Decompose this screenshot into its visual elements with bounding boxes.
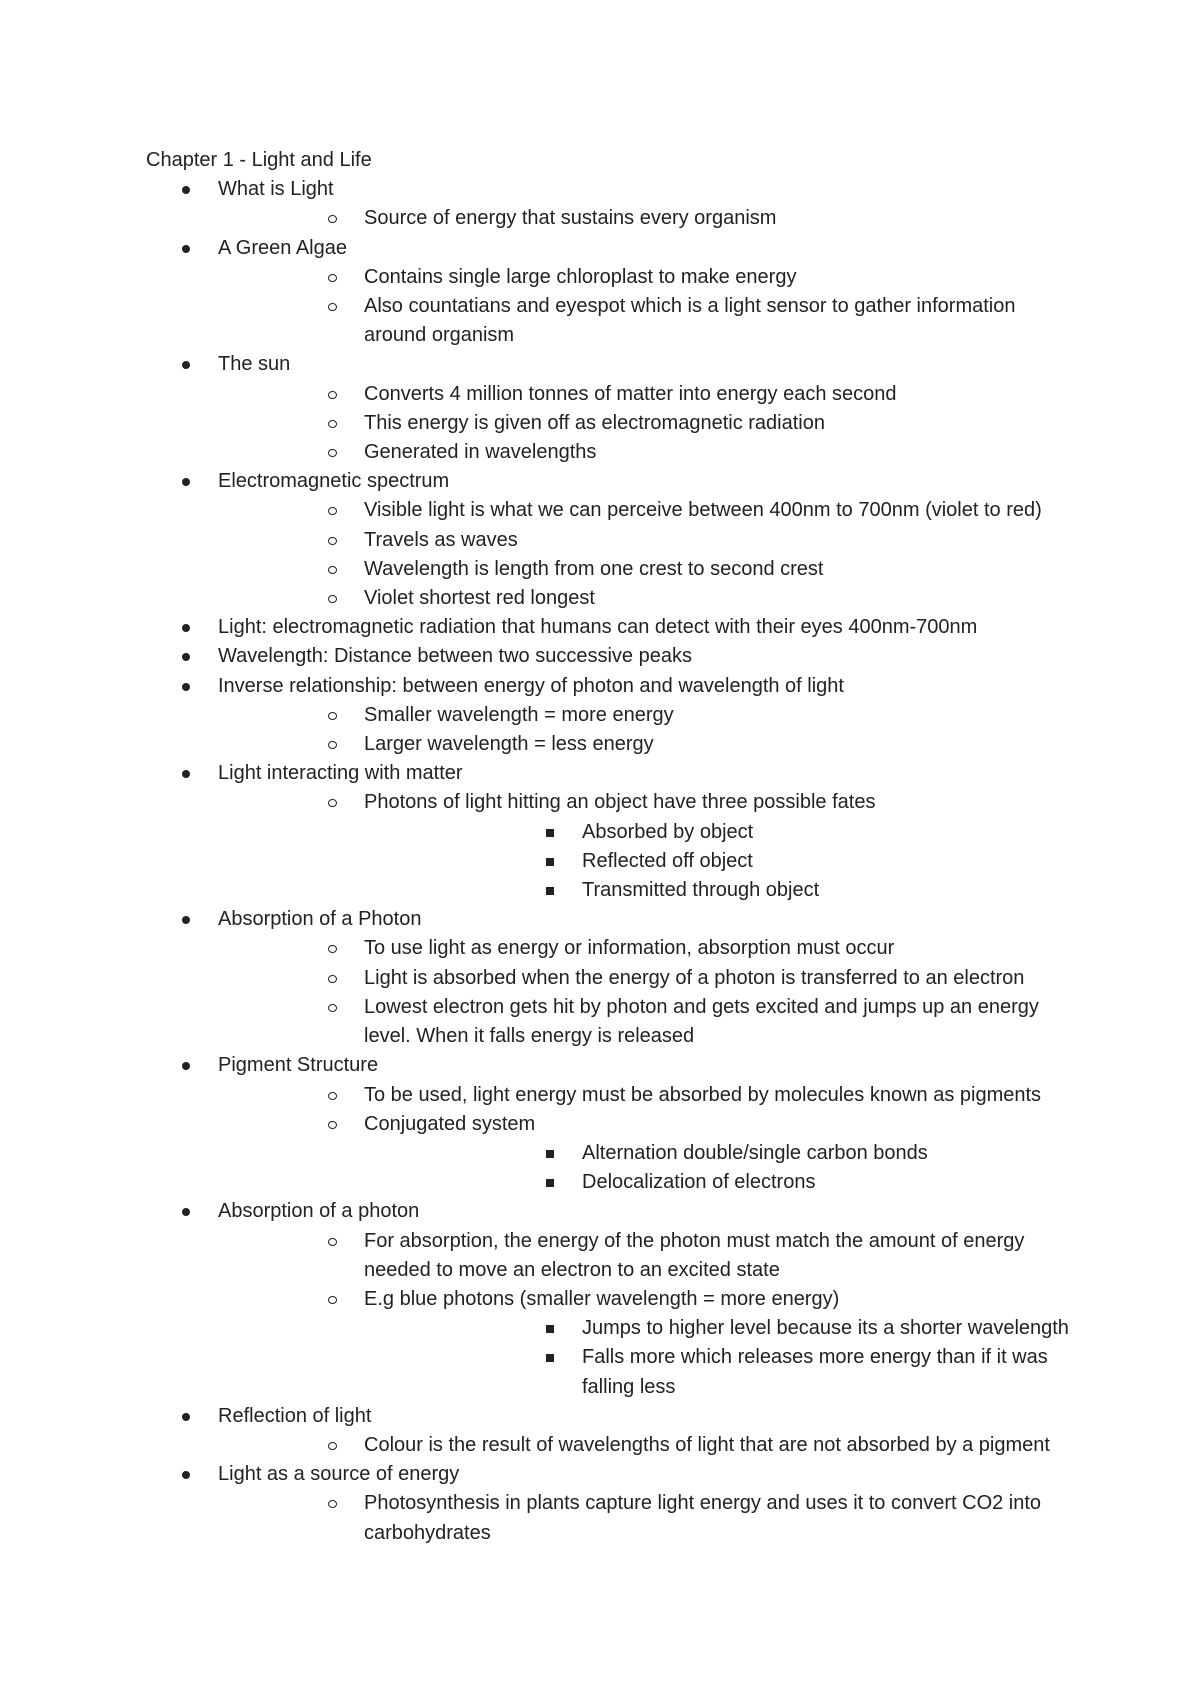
outline-sublist xyxy=(218,263,1076,351)
bullet-circle-icon xyxy=(328,993,348,1022)
outline-item-level-3 xyxy=(364,818,1076,847)
outline-item-text: Electromagnetic spectrum xyxy=(218,470,450,493)
outline-item-text: Photosynthesis in plants capture light energy and uses it to convert CO2 into carbohydrates xyxy=(364,1492,1042,1544)
outline-item-text: To be used, light energy must be absorbed by molecules known as pigments xyxy=(364,1083,1042,1106)
outline-item-level-1 xyxy=(146,905,1076,1051)
outline-item-text: Conjugated system xyxy=(364,1112,536,1135)
outline-item-level-1 xyxy=(146,175,1076,233)
outline-item-level-2 xyxy=(218,1227,1076,1285)
outline-item-level-3 xyxy=(364,1343,1076,1401)
outline-item-level-1 xyxy=(146,467,1076,613)
outline-item-level-2 xyxy=(218,555,1076,584)
outline-item-text: This energy is given off as electromagnetic radiation xyxy=(364,411,825,434)
outline-sublist xyxy=(218,1081,1076,1198)
outline-item-text: Lowest electron gets hit by photon and gets excited and jumps up an energy level. When it falls energy is released xyxy=(364,995,1039,1048)
outline-item-level-2 xyxy=(218,1431,1076,1460)
outline-sublist xyxy=(218,380,1076,468)
chapter-title: Chapter 1 - Light and Life xyxy=(146,149,372,171)
outline-item-level-2 xyxy=(218,584,1076,613)
outline-item-text: The sun xyxy=(218,353,291,376)
outline-item-level-2 xyxy=(218,292,1076,350)
outline-item-level-3 xyxy=(364,847,1076,876)
outline-item-level-2 xyxy=(218,380,1076,409)
bullet-circle-icon xyxy=(328,788,348,817)
outline-sublist xyxy=(218,701,1076,759)
outline-item-level-2 xyxy=(218,964,1076,993)
outline-item-text: Visible light is what we can perceive between 400nm to 700nm (violet to red) xyxy=(364,499,1042,522)
outline-item-text: Light: electromagnetic radiation that humans can detect with their eyes 400nm-700nm xyxy=(218,616,978,639)
outline-item-text: To use light as energy or information, absorption must occur xyxy=(364,937,895,960)
outline-item-text: Contains single large chloroplast to make energy xyxy=(364,265,797,288)
bullet-circle-icon xyxy=(328,730,348,759)
outline-item-text: Jumps to higher level because its a shorter wavelength xyxy=(582,1317,1069,1340)
bullet-circle-icon xyxy=(328,1431,348,1460)
bullet-disc-icon xyxy=(182,759,202,788)
outline-item-text: E.g blue photons (smaller wavelength = more energy) xyxy=(364,1287,840,1310)
outline-item-text: Travels as waves xyxy=(364,528,518,551)
outline-item-text: For absorption, the energy of the photon must match the amount of energy needed to move an electron to an excited state xyxy=(364,1229,1025,1281)
outline-item-text: Source of energy that sustains every organism xyxy=(364,207,777,230)
outline-item-text: Absorption of a photon xyxy=(218,1200,420,1223)
outline-item-text: Falls more which releases more energy than if it was falling less xyxy=(582,1346,1048,1398)
document-page xyxy=(146,146,1076,1548)
bullet-square-icon xyxy=(546,1314,566,1343)
outline-item-text: Smaller wavelength = more energy xyxy=(364,703,674,726)
outline-sublist xyxy=(218,1431,1076,1460)
bullet-circle-icon xyxy=(328,1110,348,1139)
bullet-square-icon xyxy=(546,1139,566,1168)
bullet-disc-icon xyxy=(182,613,202,642)
outline-item-text: Wavelength: Distance between two successive peaks xyxy=(218,645,692,668)
bullet-square-icon xyxy=(546,876,566,905)
outline-item-level-2 xyxy=(218,409,1076,438)
bullet-disc-icon xyxy=(182,642,202,671)
bullet-circle-icon xyxy=(328,555,348,584)
outline-item-level-2 xyxy=(218,1489,1076,1547)
outline-sublist xyxy=(218,1489,1076,1547)
bullet-circle-icon xyxy=(328,1285,348,1314)
outline-item-text: Generated in wavelengths xyxy=(364,441,597,464)
outline-item-level-1 xyxy=(146,759,1076,905)
outline-item-text: Reflection of light xyxy=(218,1404,372,1427)
bullet-circle-icon xyxy=(328,292,348,321)
bullet-circle-icon xyxy=(328,1227,348,1256)
outline-item-text: Light is absorbed when the energy of a photon is transferred to an electron xyxy=(364,966,1025,989)
bullet-circle-icon xyxy=(328,701,348,730)
outline-item-text: Converts 4 million tonnes of matter into energy each second xyxy=(364,382,897,405)
outline-sublist xyxy=(218,934,1076,1051)
bullet-disc-icon xyxy=(182,1197,202,1226)
bullet-square-icon xyxy=(546,818,566,847)
outline-item-level-3 xyxy=(364,876,1076,905)
outline-item-level-2 xyxy=(218,263,1076,292)
outline-item-level-2 xyxy=(218,730,1076,759)
bullet-disc-icon xyxy=(182,1460,202,1489)
outline-sublist xyxy=(364,1139,1076,1197)
outline-item-text: Light interacting with matter xyxy=(218,762,463,785)
outline-item-text: Transmitted through object xyxy=(582,879,820,902)
bullet-disc-icon xyxy=(182,1051,202,1080)
bullet-disc-icon xyxy=(182,175,202,204)
bullet-circle-icon xyxy=(328,409,348,438)
outline-item-level-1 xyxy=(146,613,1076,642)
outline-item-level-1 xyxy=(146,642,1076,671)
outline-item-level-2 xyxy=(218,934,1076,963)
bullet-square-icon xyxy=(546,847,566,876)
outline-item-text: Alternation double/single carbon bonds xyxy=(582,1141,928,1164)
outline-item-level-2 xyxy=(218,1081,1076,1110)
bullet-square-icon xyxy=(546,1343,566,1372)
outline-item-level-2 xyxy=(218,496,1076,525)
bullet-circle-icon xyxy=(328,1081,348,1110)
outline-item-level-1 xyxy=(146,1460,1076,1548)
bullet-disc-icon xyxy=(182,1402,202,1431)
bullet-circle-icon xyxy=(328,526,348,555)
outline-item-level-1 xyxy=(146,234,1076,351)
outline-item-level-1 xyxy=(146,672,1076,760)
bullet-circle-icon xyxy=(328,263,348,292)
outline-item-level-1 xyxy=(146,1402,1076,1460)
bullet-circle-icon xyxy=(328,964,348,993)
bullet-circle-icon xyxy=(328,934,348,963)
outline-item-text: Photons of light hitting an object have three possible fates xyxy=(364,791,876,814)
bullet-disc-icon xyxy=(182,672,202,701)
bullet-disc-icon xyxy=(182,350,202,379)
outline-item-level-2 xyxy=(218,993,1076,1051)
outline-sublist xyxy=(364,1314,1076,1402)
outline-item-text: Violet shortest red longest xyxy=(364,587,595,610)
outline-sublist xyxy=(364,818,1076,906)
outline-sublist xyxy=(218,204,1076,233)
outline-item-level-3 xyxy=(364,1139,1076,1168)
outline-item-level-2 xyxy=(218,788,1076,905)
bullet-square-icon xyxy=(546,1168,566,1197)
outline-item-text: Also countatians and eyespot which is a light sensor to gather information around organism xyxy=(364,295,1016,347)
outline-item-text: Inverse relationship: between energy of photon and wavelength of light xyxy=(218,674,844,697)
bullet-disc-icon xyxy=(182,234,202,263)
outline-item-level-1 xyxy=(146,350,1076,467)
outline-item-text: Pigment Structure xyxy=(218,1054,379,1077)
bullet-disc-icon xyxy=(182,467,202,496)
outline-item-level-3 xyxy=(364,1314,1076,1343)
bullet-circle-icon xyxy=(328,584,348,613)
outline-item-text: Colour is the result of wavelengths of light that are not absorbed by a pigment xyxy=(364,1433,1050,1456)
outline-item-level-2 xyxy=(218,526,1076,555)
bullet-circle-icon xyxy=(328,496,348,525)
bullet-circle-icon xyxy=(328,380,348,409)
bullet-circle-icon xyxy=(328,1489,348,1518)
outline-sublist xyxy=(218,496,1076,613)
outline-item-level-1 xyxy=(146,1197,1076,1401)
outline-item-text: Wavelength is length from one crest to second crest xyxy=(364,557,824,580)
outline-item-level-2 xyxy=(218,438,1076,467)
outline-sublist xyxy=(218,788,1076,905)
outline-item-text: Absorption of a Photon xyxy=(218,908,422,931)
outline-item-text: Reflected off object xyxy=(582,849,753,872)
outline-item-level-2 xyxy=(218,701,1076,730)
outline-item-text: Delocalization of electrons xyxy=(582,1171,816,1194)
outline-sublist xyxy=(218,1227,1076,1402)
outline-item-level-1 xyxy=(146,1051,1076,1197)
outline-list xyxy=(146,175,1076,1548)
outline-item-level-2 xyxy=(218,1110,1076,1198)
outline-item-level-2 xyxy=(218,204,1076,233)
bullet-circle-icon xyxy=(328,204,348,233)
bullet-disc-icon xyxy=(182,905,202,934)
outline-item-level-3 xyxy=(364,1168,1076,1197)
outline-item-text: What is Light xyxy=(218,178,334,201)
outline-item-level-2 xyxy=(218,1285,1076,1402)
outline-item-text: A Green Algae xyxy=(218,236,347,259)
outline-item-text: Larger wavelength = less energy xyxy=(364,733,654,756)
outline-item-text: Absorbed by object xyxy=(582,820,754,843)
bullet-circle-icon xyxy=(328,438,348,467)
outline-item-text: Light as a source of energy xyxy=(218,1463,460,1486)
